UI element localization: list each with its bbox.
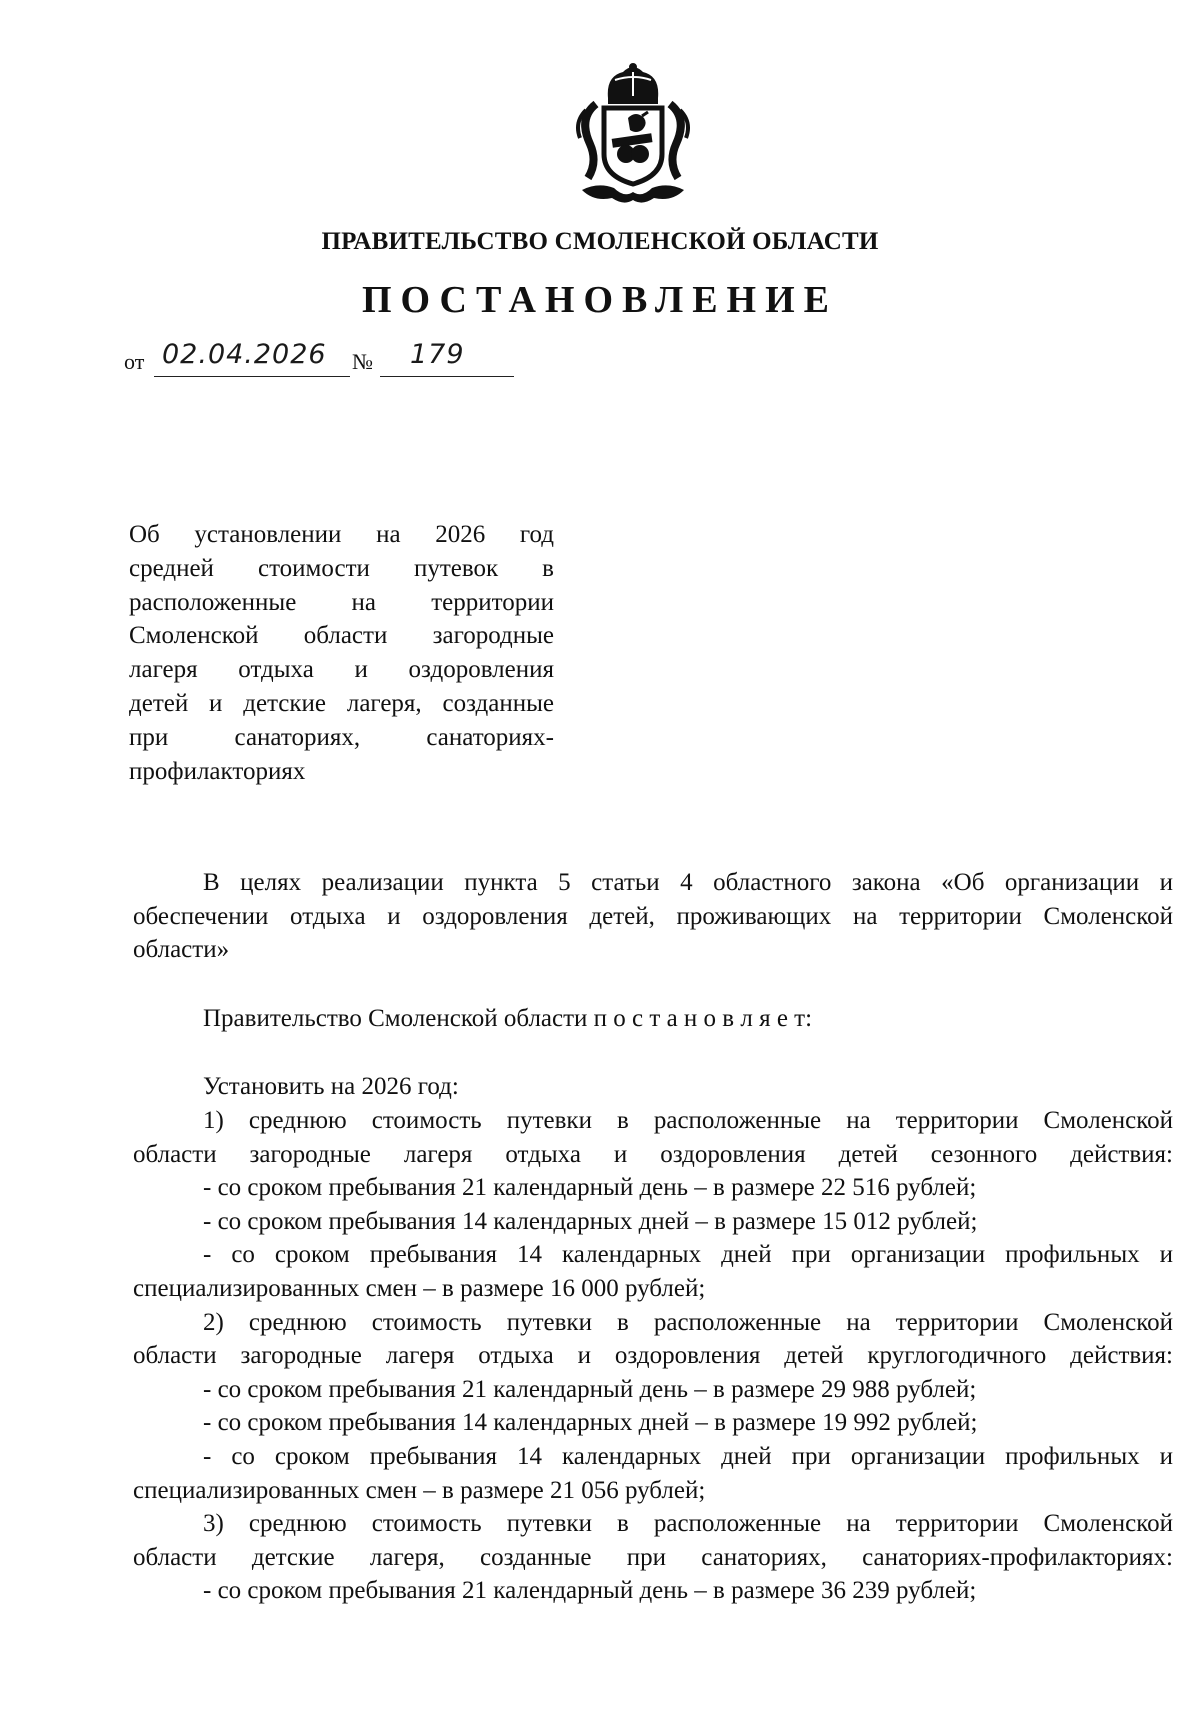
number-label: № (352, 349, 373, 374)
resolves-line: Правительство Смоленской области п о с т а н о в л я е т: (203, 1005, 813, 1032)
list-item: 3) среднюю стоимость путевки в расположенные на территории Смоленской (203, 1510, 1173, 1538)
preamble-paragraph (133, 866, 1173, 967)
document-type-title: ПОСТАНОВЛЕНИЕ (361, 279, 839, 321)
list-item: - со сроком пребывания 21 календарный день – в размере 22 516 рублей; (203, 1174, 977, 1202)
preamble-line: обеспечении отдыха и оздоровления детей, проживающих на территории Смоленской (133, 902, 1173, 930)
subject-line: детей и детские лагеря, созданные (129, 689, 554, 717)
document-subject (129, 518, 554, 788)
organization-title: ПРАВИТЕЛЬСТВО СМОЛЕНСКОЙ ОБЛАСТИ (321, 228, 879, 255)
subject-line: лагеря отдыха и оздоровления (129, 656, 554, 684)
list-item: области загородные лагеря отдыха и оздоровления детей круглогодичного действия: (133, 1342, 1173, 1370)
list-item: области детские лагеря, созданные при санаториях, санаториях-профилакториях: (133, 1543, 1173, 1571)
list-item: специализированных смен – в размере 21 056 рублей; (133, 1476, 706, 1504)
subject-line: при санаториях, санаториях- (129, 723, 554, 751)
date-number-line (124, 339, 544, 379)
list-item: области загородные лагеря отдыха и оздоровления детей сезонного действия: (133, 1140, 1173, 1168)
list-item: 2) среднюю стоимость путевки в расположенные на территории Смоленской (203, 1308, 1173, 1336)
list-item: - со сроком пребывания 14 календарных дней – в размере 19 992 рублей; (203, 1409, 978, 1437)
handwritten-date: 02.04.2026 (162, 339, 327, 370)
subject-line: профилакториях (129, 757, 306, 785)
preamble-line: области» (133, 936, 230, 964)
handwritten-number: 179 (410, 339, 465, 370)
preamble-line: В целях реализации пункта 5 статьи 4 областного закона «Об организации и (203, 869, 1173, 896)
subject-line: средней стоимости путевок в (129, 554, 554, 582)
establish-line: Установить на 2026 год: (203, 1073, 459, 1100)
resolves-paragraph (133, 1002, 1173, 1036)
list-item: - со сроком пребывания 21 календарный день – в размере 29 988 рублей; (203, 1375, 977, 1403)
subject-line: Об установлении на 2026 год (129, 521, 554, 548)
items-list (133, 1104, 1173, 1608)
list-item: 1) среднюю стоимость путевки в расположенные на территории Смоленской (203, 1107, 1173, 1134)
list-item: специализированных смен – в размере 16 000 рублей; (133, 1274, 706, 1302)
from-label: от (124, 349, 145, 374)
number-underline (380, 376, 514, 377)
subject-line: Смоленской области загородные (129, 622, 554, 650)
list-item: - со сроком пребывания 21 календарный день – в размере 36 239 рублей; (203, 1577, 977, 1605)
subject-line: расположенные на территории (129, 588, 554, 616)
list-item: - со сроком пребывания 14 календарных дней при организации профильных и (203, 1241, 1173, 1269)
smolensk-coat-of-arms-icon (568, 58, 698, 206)
list-item: - со сроком пребывания 14 календарных дней при организации профильных и (203, 1442, 1173, 1470)
establish-paragraph (133, 1070, 1173, 1104)
list-item: - со сроком пребывания 14 календарных дней – в размере 15 012 рублей; (203, 1207, 978, 1235)
date-underline (154, 376, 350, 377)
